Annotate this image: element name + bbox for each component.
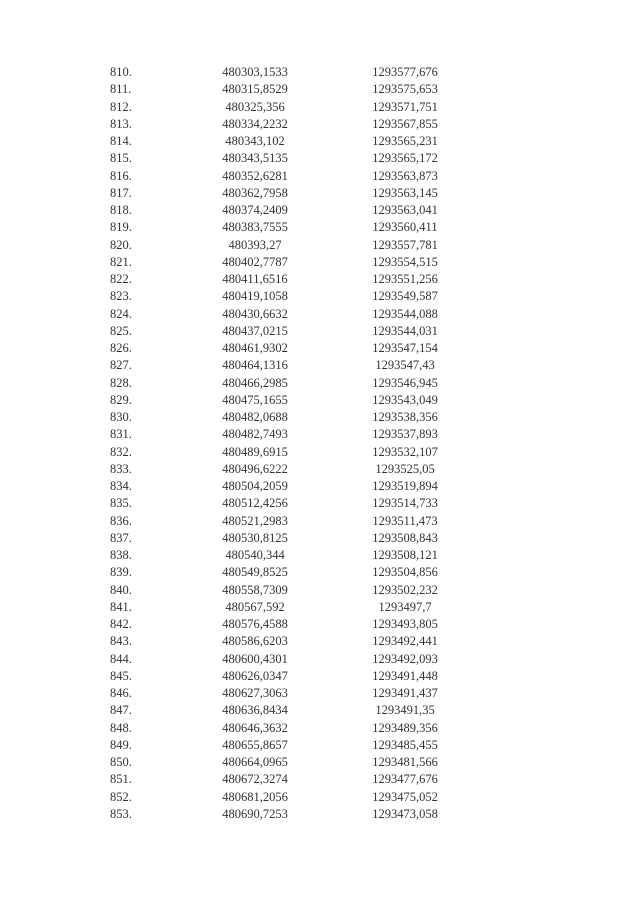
row-number: 821. <box>110 254 132 269</box>
y-coordinate: 1293508,121 <box>372 548 438 562</box>
x-coordinate: 480475,1655 <box>222 392 288 407</box>
x-coordinate: 480664,0965 <box>222 755 288 769</box>
row-number: 814. <box>110 134 132 148</box>
y-coordinate: 1293571,751 <box>372 99 438 114</box>
row-number: 811. <box>110 82 132 97</box>
table-row <box>110 133 470 150</box>
x-coordinate: 480383,7555 <box>222 220 288 235</box>
x-coordinate: 480636,8434 <box>222 703 288 718</box>
y-coordinate: 1293565,231 <box>372 134 438 148</box>
row-number: 813. <box>110 116 132 131</box>
x-coordinate: 480334,2232 <box>222 116 288 131</box>
row-number: 824. <box>110 306 132 321</box>
table-row <box>110 426 470 443</box>
row-number: 826. <box>110 341 132 355</box>
y-coordinate: 1293508,843 <box>372 530 438 545</box>
y-coordinate: 1293491,448 <box>372 668 438 683</box>
table-row <box>110 202 470 219</box>
table-row <box>110 150 470 167</box>
table-row <box>110 616 470 633</box>
row-number: 815. <box>110 151 132 166</box>
y-coordinate: 1293537,893 <box>372 427 438 442</box>
table-row <box>110 754 470 771</box>
x-coordinate: 480411,6516 <box>222 272 288 286</box>
table-row <box>110 530 470 547</box>
row-number: 836. <box>110 513 132 528</box>
row-number: 847. <box>110 703 132 718</box>
table-row <box>110 99 470 116</box>
table-row <box>110 409 470 426</box>
table-row <box>110 271 470 288</box>
row-number: 841. <box>110 599 132 614</box>
y-coordinate: 1293563,873 <box>372 168 438 183</box>
y-coordinate: 1293473,058 <box>372 806 438 821</box>
y-coordinate: 1293543,049 <box>372 392 438 407</box>
y-coordinate: 1293563,145 <box>372 185 438 200</box>
row-number: 828. <box>110 375 132 390</box>
y-coordinate: 1293493,805 <box>372 617 438 631</box>
table-row <box>110 720 470 737</box>
y-coordinate: 1293544,088 <box>372 306 438 321</box>
y-coordinate: 1293497,7 <box>378 599 432 614</box>
table-row <box>110 185 470 202</box>
table-row <box>110 340 470 357</box>
y-coordinate: 1293547,154 <box>372 341 438 355</box>
row-number: 820. <box>110 237 132 252</box>
table-row <box>110 651 470 668</box>
x-coordinate: 480393,27 <box>228 237 282 252</box>
y-coordinate: 1293554,515 <box>372 254 438 269</box>
y-coordinate: 1293565,172 <box>372 151 438 166</box>
x-coordinate: 480540,344 <box>225 548 285 562</box>
y-coordinate: 1293492,441 <box>372 634 438 649</box>
row-number: 831. <box>110 427 132 442</box>
row-number: 853. <box>110 806 132 821</box>
table-row <box>110 168 470 185</box>
y-coordinate: 1293492,093 <box>372 651 438 666</box>
x-coordinate: 480466,2985 <box>222 375 288 390</box>
x-coordinate: 480672,3274 <box>222 772 288 787</box>
row-number: 825. <box>110 323 132 338</box>
row-number: 852. <box>110 789 132 804</box>
y-coordinate: 1293525,05 <box>375 461 435 476</box>
y-coordinate: 1293544,031 <box>372 323 438 338</box>
x-coordinate: 480315,8529 <box>222 82 288 97</box>
table-row <box>110 789 470 806</box>
table-row <box>110 771 470 788</box>
table-row <box>110 219 470 236</box>
y-coordinate: 1293485,455 <box>372 737 438 752</box>
x-coordinate: 480362,7958 <box>222 185 288 200</box>
y-coordinate: 1293504,856 <box>372 565 438 580</box>
x-coordinate: 480567,592 <box>225 599 285 614</box>
table-row <box>110 306 470 323</box>
row-number: 822. <box>110 272 132 286</box>
row-number: 845. <box>110 668 132 683</box>
row-number: 817. <box>110 185 132 200</box>
table-row <box>110 357 470 374</box>
row-number: 823. <box>110 289 132 304</box>
row-number: 848. <box>110 720 132 735</box>
table-row <box>110 323 470 340</box>
x-coordinate: 480681,2056 <box>222 789 288 804</box>
table-row <box>110 668 470 685</box>
row-number: 838. <box>110 548 132 562</box>
row-number: 833. <box>110 461 132 476</box>
coordinate-table-body <box>110 64 470 823</box>
x-coordinate: 480512,4256 <box>222 496 288 511</box>
row-number: 846. <box>110 686 132 700</box>
x-coordinate: 480482,0688 <box>222 410 288 424</box>
table-row <box>110 254 470 271</box>
row-number: 816. <box>110 168 132 183</box>
x-coordinate: 480627,3063 <box>222 686 288 700</box>
y-coordinate: 1293519,894 <box>372 479 438 493</box>
table-row <box>110 547 470 564</box>
x-coordinate: 480352,6281 <box>222 168 288 183</box>
table-row <box>110 392 470 409</box>
y-coordinate: 1293502,232 <box>372 582 438 597</box>
x-coordinate: 480325,356 <box>225 99 285 114</box>
row-number: 842. <box>110 617 132 631</box>
x-coordinate: 480343,102 <box>225 134 285 148</box>
table-row <box>110 702 470 719</box>
x-coordinate: 480343,5135 <box>222 151 288 166</box>
row-number: 819. <box>110 220 132 235</box>
row-number: 850. <box>110 755 132 769</box>
x-coordinate: 480530,8125 <box>222 530 288 545</box>
y-coordinate: 1293560,411 <box>372 220 438 235</box>
x-coordinate: 480464,1316 <box>222 358 288 373</box>
row-number: 830. <box>110 410 132 424</box>
table-row <box>110 81 470 98</box>
row-number: 837. <box>110 530 132 545</box>
row-number: 844. <box>110 651 132 666</box>
x-coordinate: 480374,2409 <box>222 203 288 217</box>
x-coordinate: 480655,8657 <box>222 737 288 752</box>
table-row <box>110 513 470 530</box>
table-row <box>110 564 470 581</box>
y-coordinate: 1293511,473 <box>372 513 438 528</box>
y-coordinate: 1293491,437 <box>372 686 438 700</box>
y-coordinate: 1293491,35 <box>375 703 435 718</box>
y-coordinate: 1293475,052 <box>372 789 438 804</box>
x-coordinate: 480521,2983 <box>222 513 288 528</box>
x-coordinate: 480402,7787 <box>222 254 288 269</box>
y-coordinate: 1293557,781 <box>372 237 438 252</box>
row-number: 851. <box>110 772 132 787</box>
y-coordinate: 1293577,676 <box>372 65 438 79</box>
row-number: 834. <box>110 479 132 493</box>
x-coordinate: 480549,8525 <box>222 565 288 580</box>
x-coordinate: 480558,7309 <box>222 582 288 597</box>
y-coordinate: 1293538,356 <box>372 410 438 424</box>
x-coordinate: 480419,1058 <box>222 289 288 304</box>
x-coordinate: 480690,7253 <box>222 806 288 821</box>
row-number: 827. <box>110 358 132 373</box>
y-coordinate: 1293477,676 <box>372 772 438 787</box>
x-coordinate: 480496,6222 <box>222 461 288 476</box>
x-coordinate: 480461,9302 <box>222 341 288 355</box>
row-number: 810. <box>110 65 132 79</box>
table-row <box>110 478 470 495</box>
x-coordinate: 480489,6915 <box>222 444 288 459</box>
x-coordinate: 480600,4301 <box>222 651 288 666</box>
y-coordinate: 1293481,566 <box>372 755 438 769</box>
table-row <box>110 461 470 478</box>
table-row <box>110 116 470 133</box>
y-coordinate: 1293547,43 <box>375 358 435 373</box>
x-coordinate: 480482,7493 <box>222 427 288 442</box>
row-number: 812. <box>110 99 132 114</box>
table-row <box>110 685 470 702</box>
table-row <box>110 633 470 650</box>
row-number: 832. <box>110 444 132 459</box>
row-number: 840. <box>110 582 132 597</box>
y-coordinate: 1293489,356 <box>372 720 438 735</box>
y-coordinate: 1293546,945 <box>372 375 438 390</box>
x-coordinate: 480626,0347 <box>222 668 288 683</box>
x-coordinate: 480576,4588 <box>222 617 288 631</box>
table-row <box>110 444 470 461</box>
y-coordinate: 1293567,855 <box>372 116 438 131</box>
table-row <box>110 288 470 305</box>
row-number: 835. <box>110 496 132 511</box>
row-number: 818. <box>110 203 132 217</box>
x-coordinate: 480430,6632 <box>222 306 288 321</box>
row-number: 849. <box>110 737 132 752</box>
coordinate-table <box>110 64 470 823</box>
y-coordinate: 1293532,107 <box>372 444 438 459</box>
table-row <box>110 64 470 81</box>
table-row <box>110 737 470 754</box>
table-row <box>110 582 470 599</box>
table-row <box>110 806 470 823</box>
table-row <box>110 237 470 254</box>
y-coordinate: 1293514,733 <box>372 496 438 511</box>
table-row <box>110 599 470 616</box>
table-row <box>110 375 470 392</box>
y-coordinate: 1293551,256 <box>372 272 438 286</box>
x-coordinate: 480303,1533 <box>222 65 288 79</box>
y-coordinate: 1293549,587 <box>372 289 438 304</box>
row-number: 839. <box>110 565 132 580</box>
y-coordinate: 1293575,653 <box>372 82 438 97</box>
table-row <box>110 495 470 512</box>
x-coordinate: 480504,2059 <box>222 479 288 493</box>
row-number: 829. <box>110 392 132 407</box>
row-number: 843. <box>110 634 132 649</box>
y-coordinate: 1293563,041 <box>372 203 438 217</box>
x-coordinate: 480646,3632 <box>222 720 288 735</box>
x-coordinate: 480586,6203 <box>222 634 288 649</box>
x-coordinate: 480437,0215 <box>222 323 288 338</box>
